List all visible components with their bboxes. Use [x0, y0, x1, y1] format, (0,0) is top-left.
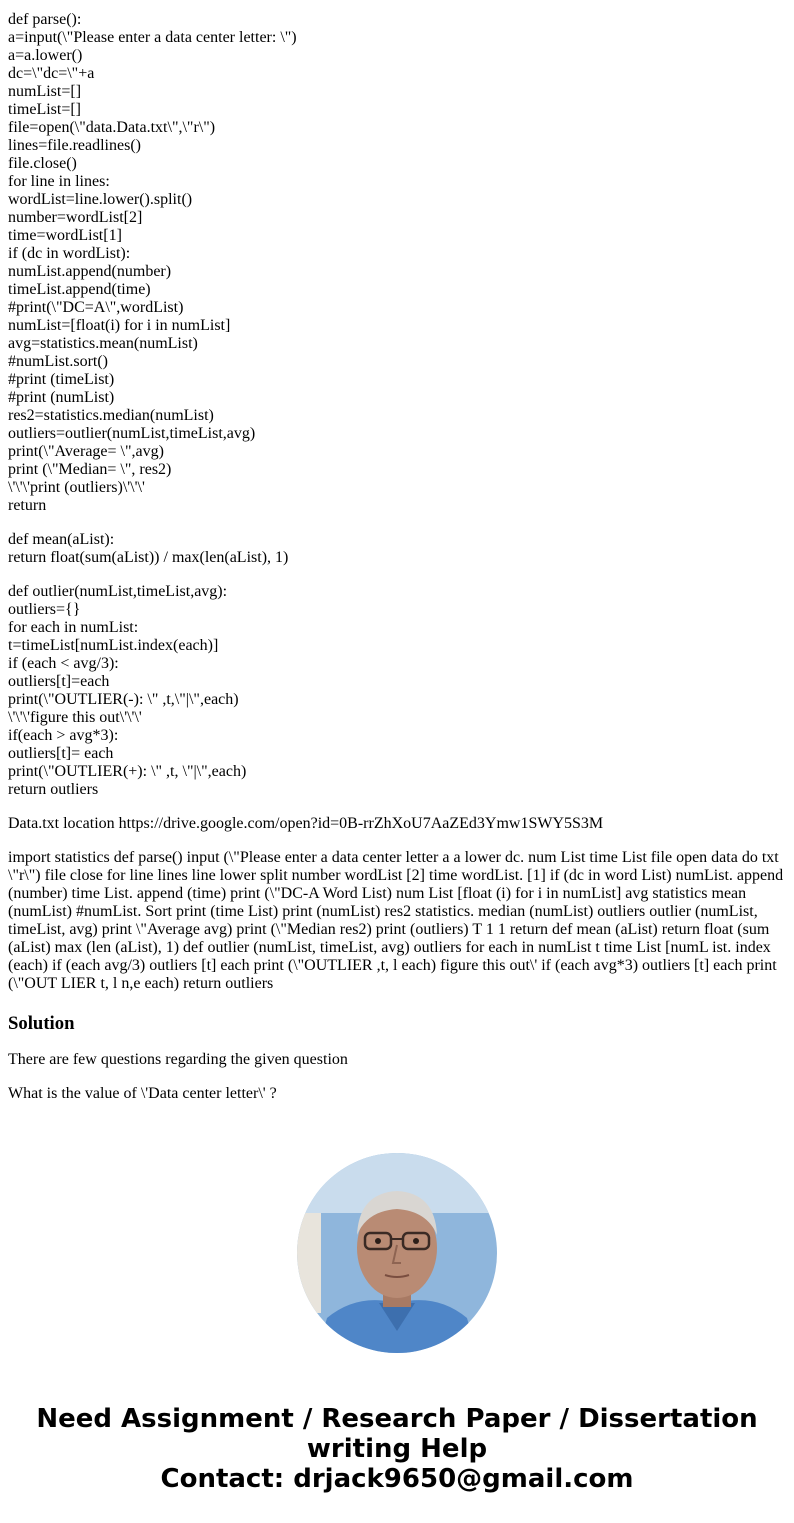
code-line: dc=\"dc=\"+a [8, 65, 95, 82]
code-line: avg=statistics.mean(numList) [8, 335, 198, 352]
code-line: #print (numList) [8, 389, 115, 406]
code-line: numList=[] [8, 83, 82, 100]
code-line: \'\'\'print (outliers)\'\'\' [8, 479, 145, 496]
code-line: numList.append(number) [8, 263, 172, 280]
promo-line-1: Need Assignment / Research Paper / Dissertation [36, 1404, 758, 1434]
code-line: outliers[t]= each [8, 745, 114, 762]
code-line: time=wordList[1] [8, 227, 122, 244]
data-location-text: Data.txt location https://drive.google.com/open?id=0B-rrZhXoU7AaZEd3Ymw1SWY5S3M [8, 815, 604, 832]
code-line: outliers[t]=each [8, 673, 110, 690]
code-line: \'\'\'figure this out\'\'\' [8, 709, 142, 726]
code-line: outliers={} [8, 601, 81, 618]
document-body [8, 11, 788, 1103]
code-line: a=a.lower() [8, 47, 83, 64]
promo-banner [0, 1404, 794, 1494]
solution-question: What is the value of \'Data center letter\' ? [8, 1085, 277, 1102]
code-line: if(each > avg*3): [8, 727, 119, 744]
code-parse-function [8, 11, 788, 515]
code-line: outliers=outlier(numList,timeList,avg) [8, 425, 256, 442]
code-line: print(\"OUTLIER(-): \" ,t,\"|\",each) [8, 691, 239, 708]
code-outlier-function [8, 583, 788, 799]
code-line: lines=file.readlines() [8, 137, 141, 154]
code-line: #numList.sort() [8, 353, 108, 370]
code-line: if (dc in wordList): [8, 245, 131, 262]
code-line: for line in lines: [8, 173, 110, 190]
code-mean-function [8, 531, 788, 567]
code-line: print(\"OUTLIER(+): \" ,t, \"|\",each) [8, 763, 247, 780]
code-line: numList=[float(i) for i in numList] [8, 317, 231, 334]
code-line: return outliers [8, 781, 99, 798]
code-line: print (\"Median= \", res2) [8, 461, 172, 478]
code-line: number=wordList[2] [8, 209, 143, 226]
code-line: def parse(): [8, 11, 82, 28]
code-line: wordList=line.lower().split() [8, 191, 193, 208]
code-line: res2=statistics.median(numList) [8, 407, 214, 424]
promo-line-2: writing Help [306, 1434, 488, 1464]
promo-contact: Contact: drjack9650@gmail.com [160, 1464, 634, 1494]
code-line: if (each < avg/3): [8, 655, 119, 672]
code-line: print(\"Average= \",avg) [8, 443, 164, 460]
code-line: file.close() [8, 155, 77, 172]
code-line: file=open(\"data.Data.txt\",\"r\") [8, 119, 216, 136]
code-line: return float(sum(aList)) / max(len(aList), 1) [8, 549, 289, 566]
code-line: def mean(aList): [8, 531, 115, 548]
author-avatar [297, 1153, 497, 1353]
code-line: a=input(\"Please enter a data center letter: \") [8, 29, 297, 46]
code-line: #print (timeList) [8, 371, 115, 388]
code-line: for each in numList: [8, 619, 139, 636]
avatar-photo [297, 1153, 497, 1353]
code-line: timeList=[] [8, 101, 82, 118]
code-line: timeList.append(time) [8, 281, 151, 298]
code-line: def outlier(numList,timeList,avg): [8, 583, 228, 600]
solution-heading: Solution [8, 1013, 75, 1034]
ocr-code-paragraph: import statistics def parse() input (\"Please enter a data center letter a a lower dc. num List time List file open data do txt \"r\") file close for line lines line lower split number wordList [2] time wordList. [1] if (dc in word List) numList. append (number) time List. append (time) print (\"DC-A Word List) num List [float (i) for i in numList] avg statistics mean (numList) #numList. Sort print (time List) print (numList) res2 statistics. median (numList) outliers outlier (numList, timeList, avg) print \"Average avg) print (\"Median res2) print (outliers) T 1 1 return def mean (aList) return float (sum (aList) max (len (aList), 1) def outlier (numList, timeList, avg) outliers for each in numList t time List [numL ist. index (each) if (each avg/3) outliers [t] each print (\"OUTLIER ,t, l each) figure this out\' if (each avg*3) outliers [t] each print (\"OUT LIER t, l n,e each) return outliers [8, 849, 784, 992]
solution-text: There are few questions regarding the given question [8, 1051, 348, 1068]
code-line: t=timeList[numList.index(each)] [8, 637, 219, 654]
code-line: return [8, 497, 47, 514]
code-line: #print(\"DC=A\",wordList) [8, 299, 184, 316]
